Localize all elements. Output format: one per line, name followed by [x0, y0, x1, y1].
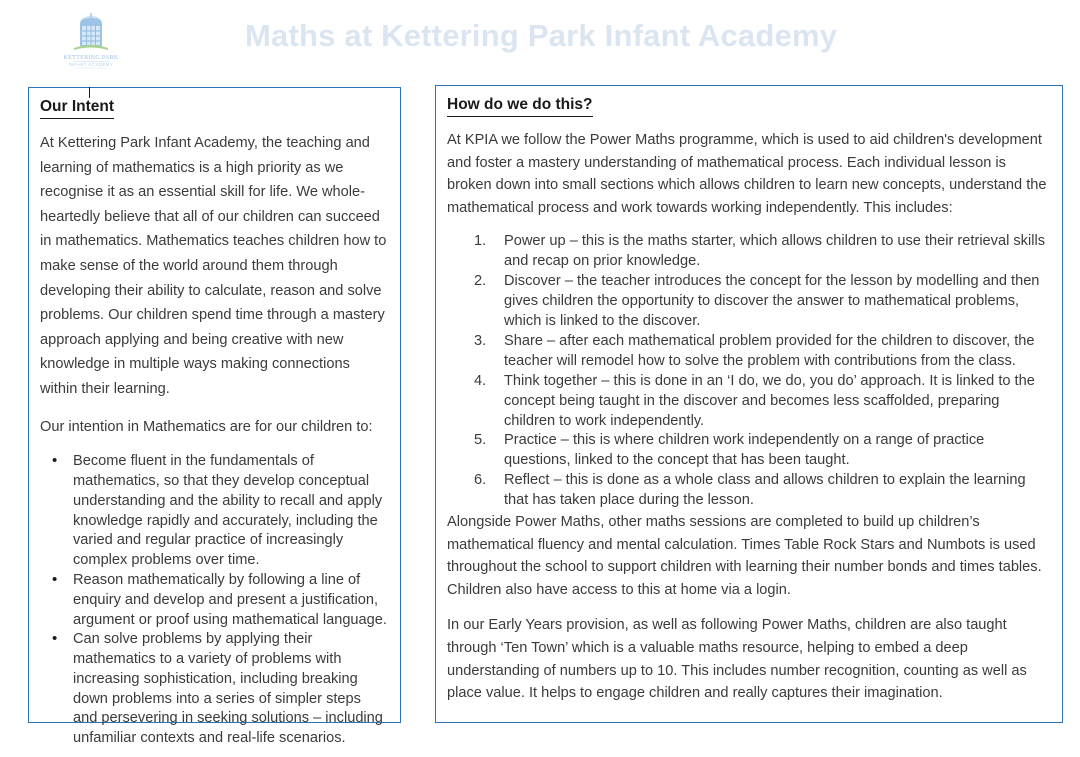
our-intent-heading-label: Our Intent — [40, 98, 115, 115]
list-item: Reflect – this is done as a whole class and allows children to explain the learning that has taken place during the lesson. — [504, 472, 1026, 509]
how-do-we-do-this-panel — [435, 85, 1063, 723]
list-item: Discover – the teacher introduces the concept for the lesson by modelling and then gives children the opportunity to discover the answer to mathematical problems, which is linked to the discover. — [504, 273, 1040, 329]
logo-dome-icon — [74, 13, 108, 50]
power-maths-steps-list — [447, 232, 1051, 511]
list-item: Share – after each mathematical problem provided for the children to discover, the teacher will remodel how to solve the problem with contributions from the class. — [504, 332, 1035, 369]
list-item: • Become fluent in the fundamentals of mathematics, so that they develop conceptual understanding and the ability to recall and apply knowledge rapidly and accurately, including the varied and regular practice of increasingly complex problems over time. — [40, 452, 389, 571]
how-closing-paragraph-2: In our Early Years provision, as well as following Power Maths, children are also taught through ‘Ten Town’ which is a valuable maths resource, helping to embed a deep understanding of numbers up to 10. This includes number recognition, counting as well as place value. It helps to engage children and really captures their imagination. — [447, 617, 1027, 702]
text-cursor-mark — [89, 87, 90, 98]
our-intent-panel — [28, 87, 401, 747]
intent-paragraph-1: At Kettering Park Infant Academy, the teaching and learning of mathematics is a high priority as we recognise it as an essential skill for life. We whole-heartedly believe that all of our children can succeed in mathematics. Mathematics teaches children how to make sense of the world around them through developing their ability to calculate, reason and solve problems. Our children spend time through a mastery approach applying and being creative with new knowledge in multiple ways making connections within their learning. — [40, 135, 387, 397]
page-title: Maths at Kettering Park Infant Academy — [245, 18, 838, 53]
logo-line1: KETTERING PARK — [63, 54, 119, 61]
list-item: Power up – this is the maths starter, which allows children to use their retrieval skills and recap on prior knowledge. — [504, 233, 1046, 270]
page-header — [0, 0, 1080, 80]
list-item: • Can solve problems by applying their mathematics to a variety of problems with increasing sophistication, including breaking down problems into a series of simpler steps and persevering in seeking solutions – including unfamiliar contexts and real-life scenarios. — [40, 630, 389, 749]
school-logo — [62, 12, 120, 70]
how-do-we-do-this-heading — [447, 95, 593, 117]
intent-paragraph-2: Our intention in Mathematics are for our children to: — [40, 418, 373, 435]
list-item: Practice – this is where children work independently on a range of practice questions, linked to the concept that has been taught. — [504, 432, 985, 469]
how-intro-paragraph: At KPIA we follow the Power Maths programme, which is used to aid children's development and foster a mastery understanding of mathematical process. Each individual lesson is broken down into small sections which allows children to learn new concepts, understand the mathematical process and work towards working independently. This includes: — [447, 132, 1047, 216]
how-do-we-do-this-heading-label: How do we do this? — [447, 96, 593, 113]
logo-line2: INFANT ACADEMY — [68, 62, 114, 67]
list-item: Think together – this is done in an ‘I do, we do, you do’ approach. It is linked to the concept being taught in the discover and becomes less scaffolded, preparing children to work independently. — [504, 372, 1035, 429]
how-closing-paragraph-1: Alongside Power Maths, other maths sessions are completed to build up children’s mathematical fluency and mental calculation. Times Table Rock Stars and Numbots is used throughout the school to support children with learning their number bonds and times tables. Children also have access to this at home via a login. — [447, 514, 1042, 598]
list-item: • Reason mathematically by following a line of enquiry and develop and present a justification, argument or proof using mathematical language. — [40, 571, 389, 630]
our-intent-heading — [40, 97, 114, 119]
intent-bullet-list — [40, 452, 389, 749]
